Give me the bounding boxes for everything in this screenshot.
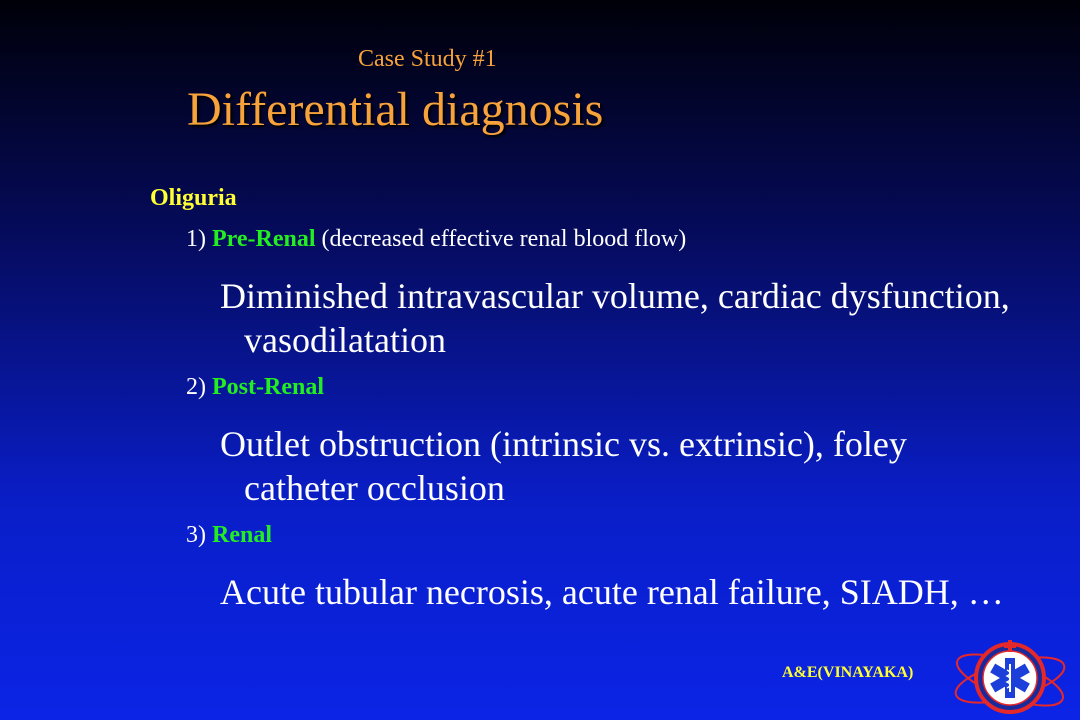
emergency-medicine-emblem-icon [950, 632, 1070, 720]
item-label: Renal [212, 522, 272, 548]
item-detail: Acute tubular necrosis, acute renal failure, SIADH, … [220, 572, 1004, 612]
list-item-renal [186, 522, 272, 549]
item-number: 3) [186, 522, 206, 548]
list-item-post-renal [186, 374, 324, 401]
item-number: 2) [186, 374, 206, 400]
slide-title: Differential diagnosis [187, 83, 604, 136]
item-label: Post-Renal [212, 374, 324, 400]
item-label: Pre-Renal [212, 226, 316, 252]
footer-credit: A&E(VINAYAKA) [782, 664, 914, 681]
item-detail: Diminished intravascular volume, cardiac dysfunction, vasodilatation [220, 276, 1010, 360]
item-number: 1) [186, 226, 206, 252]
section-heading: Oliguria [150, 185, 237, 211]
case-study-label: Case Study #1 [358, 46, 497, 72]
list-item-pre-renal [186, 226, 686, 253]
item-note: (decreased effective renal blood flow) [321, 226, 687, 252]
item-detail: Outlet obstruction (intrinsic vs. extrinsic), foley catheter occlusion [220, 424, 907, 508]
